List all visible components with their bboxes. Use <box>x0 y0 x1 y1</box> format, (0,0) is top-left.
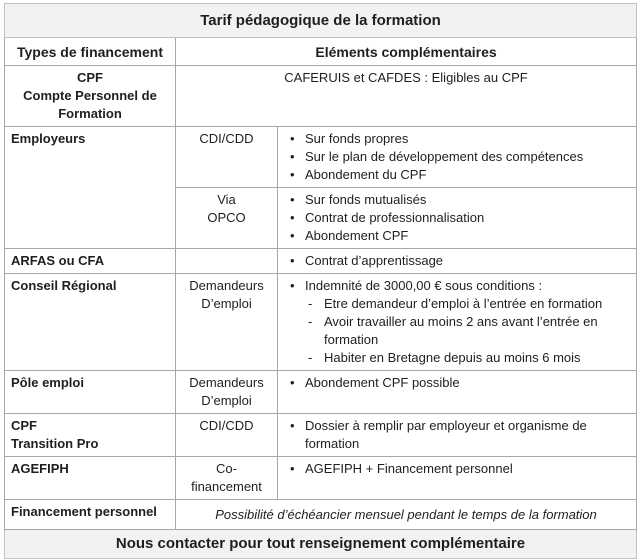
list-item <box>282 460 632 478</box>
list-item <box>282 191 632 209</box>
list-item-text: Indemnité de 3000,00 € sous conditions : <box>305 278 543 293</box>
type-line: Formation <box>58 106 122 121</box>
mode-line: Demandeurs <box>189 278 264 293</box>
type-line: CPF <box>77 70 103 85</box>
mode-cell-cdi-cdd: CDI/CDD <box>176 414 278 457</box>
tarif-table <box>4 3 637 559</box>
sub-list-item <box>308 349 632 367</box>
mode-cell-cdi-cdd: CDI/CDD <box>176 127 278 188</box>
sub-list-item-text: Habiter en Bretagne depuis au moins 6 mois <box>324 350 581 365</box>
mode-cell-via-opco <box>176 188 278 249</box>
type-line: Transition Pro <box>11 436 99 451</box>
list-item-text: Contrat de professionnalisation <box>305 210 485 225</box>
bullet-icon: • <box>290 418 295 433</box>
list-item <box>282 148 632 166</box>
list-item-text: Abondement CPF <box>305 228 409 243</box>
row-cpf-transition-pro <box>5 414 637 457</box>
financing-type-cell-transition <box>5 414 176 457</box>
type-line: CPF <box>11 418 37 433</box>
financing-type-cell-arfas: ARFAS ou CFA <box>5 249 176 274</box>
row-title <box>5 4 637 38</box>
mode-line: D’emploi <box>201 393 252 408</box>
list-item-text: Sur fonds propres <box>305 131 409 146</box>
row-employeurs-cdi-cdd <box>5 127 637 188</box>
list-item <box>282 277 632 295</box>
financing-type-cell-agefiph: AGEFIPH <box>5 457 176 500</box>
sub-list-item <box>308 313 632 349</box>
list-item <box>282 227 632 245</box>
detail-cell-personnel: Possibilité d’échéancier mensuel pendant le temps de la formation <box>176 500 637 530</box>
mode-line: financement <box>191 479 262 494</box>
row-conseil-regional <box>5 274 637 371</box>
mode-line: Via <box>217 192 236 207</box>
financing-type-cell-conseil: Conseil Régional <box>5 274 176 371</box>
row-cpf <box>5 66 637 127</box>
financing-type-cell-employeurs: Employeurs <box>5 127 176 249</box>
dash-icon: - <box>308 314 313 329</box>
mode-cell-empty <box>176 249 278 274</box>
details-cell-transition <box>278 414 637 457</box>
mode-line: D’emploi <box>201 296 252 311</box>
bullet-icon: • <box>290 228 295 243</box>
bullet-icon: • <box>290 149 295 164</box>
bullet-icon: • <box>290 210 295 225</box>
header-types-de-financement: Types de financement <box>5 38 176 66</box>
list-item-text: AGEFIPH + Financement personnel <box>305 461 513 476</box>
bullet-icon: • <box>290 278 295 293</box>
details-cell-agefiph <box>278 457 637 500</box>
details-cell-employeurs-cdi <box>278 127 637 188</box>
sub-list-item <box>308 295 632 313</box>
bullet-icon: • <box>290 253 295 268</box>
footer-note: Nous contacter pour tout renseignement complémentaire <box>5 530 637 559</box>
bullet-icon: • <box>290 461 295 476</box>
details-cell-pole <box>278 371 637 414</box>
row-footer <box>5 530 637 559</box>
bullet-icon: • <box>290 167 295 182</box>
bullet-icon: • <box>290 131 295 146</box>
financing-type-cell-cpf <box>5 66 176 127</box>
row-column-headers <box>5 38 637 66</box>
sub-list-item-text: Etre demandeur d’emploi à l’entrée en formation <box>324 296 603 311</box>
details-cell-employeurs-opco <box>278 188 637 249</box>
mode-line: Co- <box>216 461 237 476</box>
bullet-icon: • <box>290 375 295 390</box>
sub-list-item-text: Avoir travailler au moins 2 ans avant l’entrée en formation <box>324 314 598 347</box>
list-item <box>282 417 632 453</box>
list-item <box>282 252 632 270</box>
row-agefiph <box>5 457 637 500</box>
detail-cell-cpf: CAFERUIS et CAFDES : Eligibles au CPF <box>176 66 637 127</box>
bullet-icon: • <box>290 192 295 207</box>
table-title: Tarif pédagogique de la formation <box>5 4 637 38</box>
financing-type-cell-pole: Pôle emploi <box>5 371 176 414</box>
list-item <box>282 374 632 392</box>
header-elements-complementaires: Eléments complémentaires <box>176 38 637 66</box>
list-item <box>282 166 632 184</box>
dash-icon: - <box>308 350 313 365</box>
mode-cell-demandeurs <box>176 274 278 371</box>
list-item-text: Sur le plan de développement des compétences <box>305 149 584 164</box>
mode-cell-cofinancement <box>176 457 278 500</box>
details-cell-conseil <box>278 274 637 371</box>
list-item-text: Contrat d’apprentissage <box>305 253 444 268</box>
list-item-text: Dossier à remplir par employeur et organisme de formation <box>305 418 587 451</box>
list-item-text: Sur fonds mutualisés <box>305 192 427 207</box>
row-financement-personnel <box>5 500 637 530</box>
list-item-text: Abondement CPF possible <box>305 375 460 390</box>
row-pole-emploi <box>5 371 637 414</box>
type-line: Compte Personnel de <box>23 88 157 103</box>
mode-line: OPCO <box>207 210 246 225</box>
mode-cell-demandeurs <box>176 371 278 414</box>
mode-line: Demandeurs <box>189 375 264 390</box>
dash-icon: - <box>308 296 313 311</box>
list-item-text: Abondement du CPF <box>305 167 427 182</box>
financing-type-cell-personnel: Financement personnel <box>5 500 176 530</box>
row-arfas-cfa <box>5 249 637 274</box>
details-cell-arfas <box>278 249 637 274</box>
list-item <box>282 130 632 148</box>
list-item <box>282 209 632 227</box>
